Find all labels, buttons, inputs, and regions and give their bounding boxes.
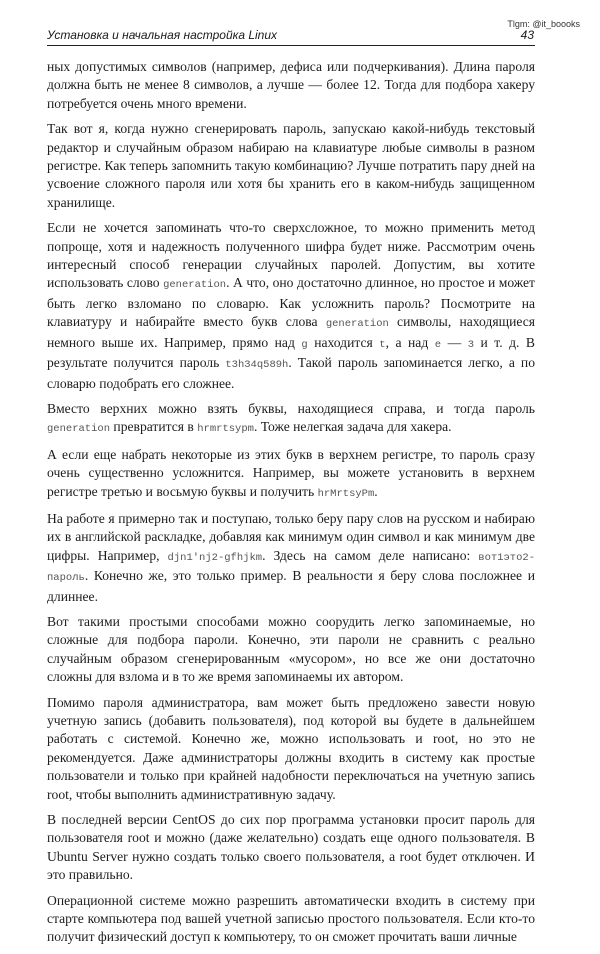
inline-code: вот1это2-пароль	[47, 551, 535, 585]
paragraph	[47, 219, 535, 393]
running-header	[47, 28, 535, 46]
text: , а над	[385, 334, 435, 350]
text: .	[374, 483, 378, 499]
text: . Здесь на самом деле написано:	[262, 547, 479, 563]
inline-code: t3h34q589h	[225, 359, 289, 372]
text: На работе я примерно так и поступаю, только беру пару слов на русском и набираю их в английской раскладке, добавляя как минимум один символ и как минимум две цифры. Например,	[47, 510, 535, 563]
paragraph	[47, 400, 535, 439]
inline-code: e	[434, 338, 442, 351]
text: превратится в	[110, 419, 198, 435]
text: и т. д. В результате получится пароль	[47, 334, 535, 371]
inline-code: generation	[163, 279, 227, 292]
text: . Такой пароль запоминается легко, а по словарю подобрать его сложнее.	[47, 355, 535, 391]
inline-code: t	[379, 338, 386, 351]
watermark: Tlgm: @it_boooks	[507, 19, 580, 29]
text: . А что, оно достаточно длинное, но простое и может быть легко взломано по словарю. Как усложнить пароль? Посмотрите на клавиатуру и набирайте вместо букв слова	[47, 275, 535, 330]
inline-code: generation	[325, 318, 389, 331]
inline-code: g	[301, 338, 308, 351]
page-body	[47, 58, 535, 954]
text: . Конечно же, это только пример. В реальности я беру слова посложнее и длиннее.	[47, 568, 535, 604]
inline-code: 3	[467, 338, 474, 351]
paragraph: Операционной системе можно разрешить автоматически входить в систему при старте компьютера под вашей учетной записью простого пользователя. Если кто-то получит физический доступ к компьютеру, то он сможет прочитать ваши личные	[47, 892, 535, 945]
text: находится	[307, 334, 380, 350]
paragraph	[47, 446, 535, 503]
text: —	[441, 334, 468, 350]
text: Вместо верхних можно взять буквы, находящиеся справа, и тогда пароль	[47, 400, 535, 416]
text: Если не хочется запоминать что-то сверхсложное, то можно применить метод попроще, хотя и надежность полученного шифра будет ниже. Рассмотрим очень интересный способ генерации случайных паролей. Допустим, вы хотите использовать слово	[47, 220, 535, 291]
paragraph: Так вот я, когда нужно сгенерировать пароль, запускаю какой-нибудь текстовый редактор и случайным образом набираю на клавиатуре любые символы в разном регистре. Как теперь запомнить такую комбинацию? Лучше потратить пару дней на усвоение сложного пароля или хотя бы хранить его в каком-нибудь защищенном хранилище.	[47, 121, 535, 210]
chapter-title: Установка и начальная настройка Linux	[47, 28, 278, 42]
paragraph: ных допустимых символов (например, дефиса или подчеркивания). Длина пароля должна быть не менее 8 символов, а лучше — более 12. Тогда для подбора хакеру потребуется очень много времени.	[47, 59, 535, 111]
inline-code: hrMrtsyPm	[317, 487, 375, 500]
paragraph: Вот такими простыми способами можно соорудить легко запоминаемые, но сложные для подбора пароли. Конечно, эти пароли не сравнить с реально случайным образом сгенерированным «мусором», но все же они достаточно сложны для взлома и в то же время запоминаемы их автором.	[47, 613, 535, 685]
page-number: 43	[520, 28, 534, 42]
paragraph: В последней версии CentOS до сих пор программа установки просит пароль для пользователя root и можно (даже желательно) создать еще одного пользователя. В Ubuntu Server нужно создать только своего пользователя, а root будет отключен. И это правильно.	[47, 812, 535, 883]
text: . Тоже нелегкая задача для хакера.	[253, 419, 452, 435]
paragraph	[47, 510, 535, 606]
text: А если еще набрать некоторые из этих букв в верхнем регистре, то пароль сразу очень существенно усложнится. Например, вы можете установить в верхнем регистре третью и восьмую буквы и получить	[47, 446, 535, 499]
paragraph: Помимо пароля администратора, вам может быть предложено завести новую учетную запись (добавить пользователя), под которой вы будете в дальнейшем работать с системой. Конечно же, можно использовать и root, но это не рекомендуется. Даже администраторы должны входить в систему как простые пользователи и только при крайней надобности переключаться на учетную запись root, чтобы выполнить административную задачу.	[47, 694, 535, 802]
inline-code: generation	[47, 423, 111, 436]
text: символы, находящиеся немного выше их. Например, прямо над	[47, 314, 536, 350]
inline-code: hrmrtsypm	[197, 423, 254, 436]
inline-code: djn1'nj2-gfhjkm	[167, 551, 263, 564]
